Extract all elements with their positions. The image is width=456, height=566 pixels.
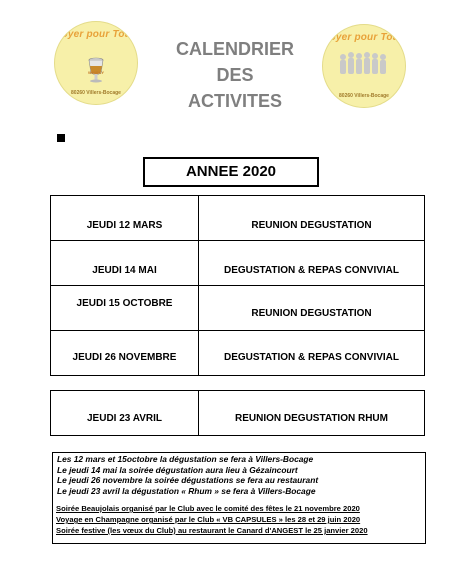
table-row xyxy=(51,286,425,331)
logo-top-text: Foyer pour Tous xyxy=(55,29,137,40)
event-activity-cell xyxy=(199,391,425,436)
event-activity-cell xyxy=(199,241,425,286)
bullet-marker xyxy=(57,134,65,142)
event-activity: DEGUSTATION & REPAS CONVIVIAL xyxy=(223,265,399,276)
year-heading: ANNEE 2020 xyxy=(143,157,319,187)
event-activity: REUNION DEGUSTATION xyxy=(251,308,372,319)
events-table xyxy=(50,195,425,376)
event-activity-cell xyxy=(199,286,425,331)
event-activity: REUNION DEGUSTATION xyxy=(251,220,372,231)
other-event-note: Soirée festive (les vœux du Club) au restaurant le Canard d'ANGEST le 25 janvier 2020 xyxy=(56,526,368,535)
logo-bottom-text: 80260 Villers-Bocage xyxy=(339,93,389,99)
title-line-3: ACTIVITES xyxy=(187,91,282,111)
notes-box xyxy=(52,452,426,544)
event-date-cell xyxy=(51,196,199,241)
table-row xyxy=(51,196,425,241)
location-note: Le jeudi 26 novembre la soirée dégustations se fera au restaurant xyxy=(57,475,319,485)
location-note: Le jeudi 14 mai la soirée dégustation aura lieu à Gézaincourt xyxy=(57,464,298,475)
page-title xyxy=(160,36,310,114)
other-event-note: Soirée Beaujolais organisé par le Club avec le comité des fêtes le 21 novembre 2020 xyxy=(56,504,360,513)
table-row xyxy=(51,391,425,436)
club-logo-right xyxy=(322,24,406,108)
table-row xyxy=(51,241,425,286)
event-activity-cell xyxy=(199,331,425,376)
logo-whisky-text: WHISKY xyxy=(88,70,104,75)
other-event-note: Voyage en Champagne organisé par le Club « VB CAPSULES » les 28 et 29 juin 2020 xyxy=(56,515,361,524)
event-activity: REUNION DEGUSTATION RHUM xyxy=(235,413,388,424)
title-line-1: CALENDRIER xyxy=(175,39,294,59)
logo-bottom-text: 80260 Villers-Bocage xyxy=(71,90,121,96)
event-date: JEUDI 23 AVRIL xyxy=(86,413,163,424)
event-date: JEUDI 14 MAI xyxy=(92,265,157,276)
event-activity-cell xyxy=(199,196,425,241)
location-note: Le jeudi 23 avril la dégustation « Rhum » se fera à Villers-Bocage xyxy=(57,485,316,496)
event-activity: DEGUSTATION & REPAS CONVIVIAL xyxy=(223,352,399,363)
club-logo-left xyxy=(54,21,138,105)
logo-top-text: Foyer pour Tous xyxy=(323,32,405,43)
event-date: JEUDI 12 MARS xyxy=(86,220,163,231)
event-date-cell xyxy=(51,241,199,286)
extra-event-table xyxy=(50,390,425,436)
event-date-cell xyxy=(51,391,199,436)
event-date: JEUDI 15 OCTOBRE xyxy=(76,298,173,309)
table-row xyxy=(51,331,425,376)
title-line-2: DES xyxy=(216,65,254,85)
event-date-cell xyxy=(51,286,199,331)
event-date: JEUDI 26 NOVEMBRE xyxy=(72,352,177,363)
event-date-cell xyxy=(51,331,199,376)
location-note: Les 12 mars et 15octobre la dégustation se fera à Villers-Bocage xyxy=(57,454,314,464)
